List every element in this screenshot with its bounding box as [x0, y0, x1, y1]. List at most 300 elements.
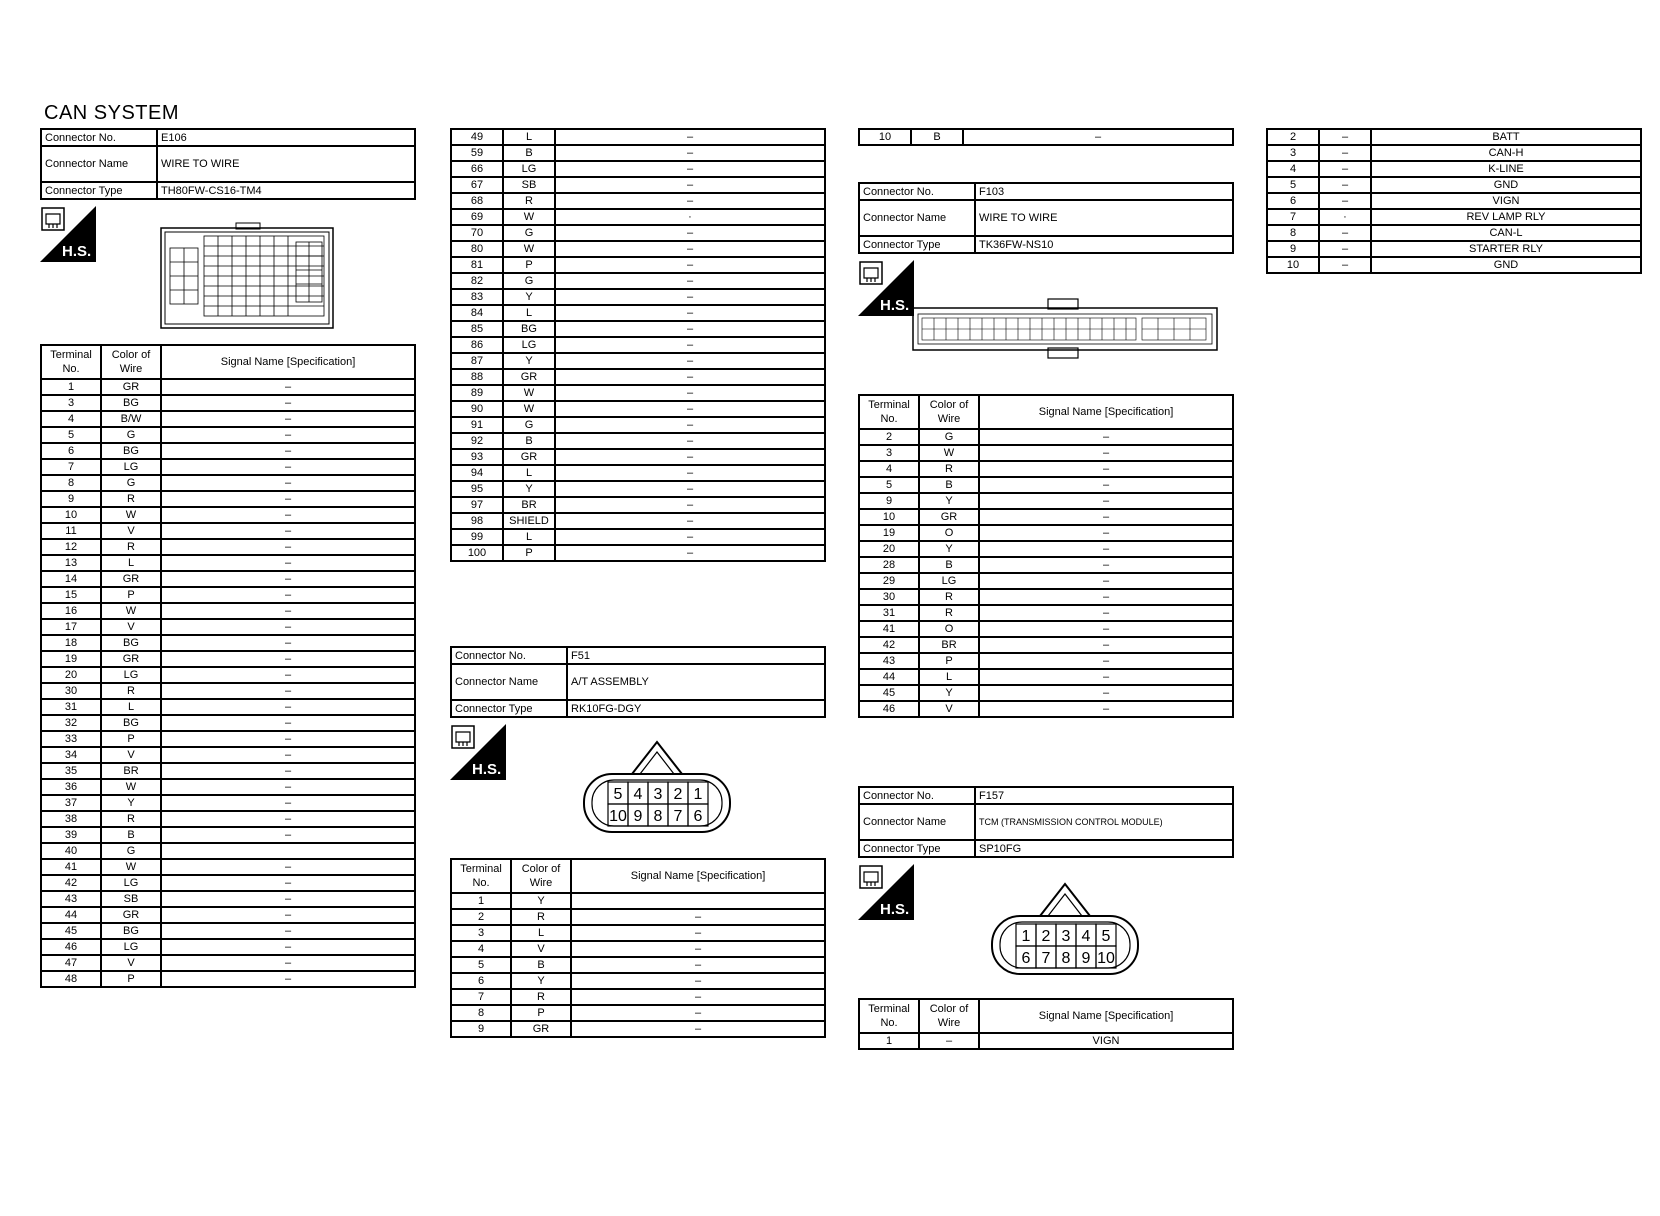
terminal-no-cell: 49 [451, 129, 503, 145]
signal-name-cell: – [161, 507, 415, 523]
pin-number: 5 [613, 786, 623, 803]
signal-name-cell: – [161, 795, 415, 811]
terminal-no-cell: 5 [41, 427, 101, 443]
signal-name-cell: – [161, 731, 415, 747]
table-row [451, 513, 825, 529]
wire-color-cell: P [503, 545, 555, 561]
wire-color-cell: BG [101, 923, 161, 939]
terminal-no-cell: 4 [451, 941, 511, 957]
signal-name-cell: – [555, 545, 825, 561]
wire-color-cell: L [511, 925, 571, 941]
signal-name-cell [161, 843, 415, 859]
terminal-no-cell: 33 [41, 731, 101, 747]
signal-name-cell: – [555, 193, 825, 209]
signal-name-cell: – [555, 449, 825, 465]
signal-name-cell: – [161, 683, 415, 699]
signal-name-cell: – [555, 241, 825, 257]
wire-color-cell: L [503, 529, 555, 545]
terminal-no-cell: 8 [451, 1005, 511, 1021]
table-row [451, 305, 825, 321]
table-row [451, 465, 825, 481]
signal-name-cell: – [979, 445, 1233, 461]
terminal-no-cell: 16 [41, 603, 101, 619]
terminal-no-cell: 45 [859, 685, 919, 701]
table-row [41, 875, 415, 891]
f157-header-block [858, 786, 1234, 858]
pin-number: 10 [1097, 950, 1115, 967]
terminal-no-cell: 41 [41, 859, 101, 875]
signal-name-cell: – [161, 539, 415, 555]
wire-color-cell: V [101, 747, 161, 763]
table-row [859, 557, 1233, 573]
table-row [451, 225, 825, 241]
table-row [41, 955, 415, 971]
color-of-wire-header: Color of Wire [919, 395, 979, 429]
connector-name-value: WIRE TO WIRE [975, 200, 1233, 236]
table-row [41, 523, 415, 539]
wire-color-cell: – [1319, 225, 1371, 241]
terminal-no-cell: 66 [451, 161, 503, 177]
signal-name-cell: – [571, 1005, 825, 1021]
table-row [41, 651, 415, 667]
signal-name-cell: – [555, 145, 825, 161]
signal-name-cell: VIGN [979, 1033, 1233, 1049]
signal-name-cell: – [571, 909, 825, 925]
signal-name-cell [571, 893, 825, 909]
signal-name-cell: – [571, 925, 825, 941]
wire-color-cell: LG [101, 875, 161, 891]
terminal-no-cell: 34 [41, 747, 101, 763]
signal-name-cell: – [979, 701, 1233, 717]
table-row [41, 891, 415, 907]
terminal-no-cell: 10 [1267, 257, 1319, 273]
pin-number: 4 [1081, 928, 1091, 945]
signal-name-header: Signal Name [Specification] [571, 859, 825, 893]
signal-name-cell: – [979, 653, 1233, 669]
signal-name-cell: – [555, 433, 825, 449]
signal-name-cell: – [161, 443, 415, 459]
table-row [41, 379, 415, 395]
signal-name-cell: – [161, 587, 415, 603]
pin-number: 8 [1061, 950, 1071, 967]
wire-color-cell: P [101, 587, 161, 603]
wire-color-cell: Y [503, 353, 555, 369]
signal-name-cell: – [161, 459, 415, 475]
svg-text:H.S.: H.S. [880, 901, 910, 918]
table-row [451, 401, 825, 417]
terminal-no-cell: 10 [859, 129, 911, 145]
connector-name-value: WIRE TO WIRE [157, 146, 415, 182]
terminal-no-cell: 69 [451, 209, 503, 225]
terminal-no-cell: 43 [41, 891, 101, 907]
wire-color-cell: GR [101, 651, 161, 667]
table-row [41, 571, 415, 587]
pin-number: 1 [693, 786, 703, 803]
table-row [451, 545, 825, 561]
wire-color-cell: W [503, 385, 555, 401]
wire-color-cell: Y [919, 493, 979, 509]
signal-name-cell: – [161, 811, 415, 827]
connector-type-value: TH80FW-CS16-TM4 [157, 182, 415, 199]
table-row [41, 603, 415, 619]
f51-header-table [450, 646, 826, 718]
terminal-no-cell: 98 [451, 513, 503, 529]
pin-number: 4 [633, 786, 643, 803]
wire-color-cell: R [101, 683, 161, 699]
table-row [41, 731, 415, 747]
wire-color-cell: – [1319, 193, 1371, 209]
signal-name-cell: – [979, 477, 1233, 493]
signal-name-cell: K-LINE [1371, 161, 1641, 177]
signal-name-cell: – [161, 603, 415, 619]
wire-color-cell: – [1319, 177, 1371, 193]
table-row [451, 369, 825, 385]
wire-color-cell: L [503, 465, 555, 481]
table-row [1267, 129, 1641, 145]
signal-name-cell: · [555, 209, 825, 225]
table-row [451, 289, 825, 305]
color-of-wire-header: Color of Wire [101, 345, 161, 379]
terminal-no-cell: 4 [859, 461, 919, 477]
column-3 [858, 128, 1234, 146]
wire-color-cell: GR [101, 379, 161, 395]
signal-name-cell: – [161, 891, 415, 907]
terminal-no-cell: 20 [859, 541, 919, 557]
table-row [859, 129, 1233, 145]
table-row [451, 161, 825, 177]
table-row [451, 481, 825, 497]
terminal-no-cell: 5 [859, 477, 919, 493]
signal-name-cell: – [161, 475, 415, 491]
table-row [451, 337, 825, 353]
table-row [451, 145, 825, 161]
terminal-no-cell: 28 [859, 557, 919, 573]
terminal-no-cell: 46 [41, 939, 101, 955]
wire-color-cell: L [919, 669, 979, 685]
signal-name-cell: – [979, 525, 1233, 541]
terminal-no-cell: 3 [451, 925, 511, 941]
wire-color-cell: GR [101, 571, 161, 587]
table-row [451, 193, 825, 209]
signal-name-cell: – [555, 177, 825, 193]
pin-number: 6 [693, 808, 703, 825]
wire-color-cell: GR [503, 449, 555, 465]
f51-header-block [450, 646, 826, 718]
signal-name-cell: – [571, 973, 825, 989]
signal-name-cell: – [161, 635, 415, 651]
table-row [41, 795, 415, 811]
wire-color-cell: · [1319, 209, 1371, 225]
signal-name-header: Signal Name [Specification] [979, 999, 1233, 1033]
wire-color-cell: G [101, 427, 161, 443]
table-row [41, 779, 415, 795]
terminal-no-cell: 59 [451, 145, 503, 161]
signal-name-header: Signal Name [Specification] [161, 345, 415, 379]
table-row [41, 923, 415, 939]
wire-color-cell: L [101, 555, 161, 571]
terminal-no-cell: 39 [41, 827, 101, 843]
signal-name-cell: CAN-H [1371, 145, 1641, 161]
wire-color-cell: G [101, 475, 161, 491]
connector-name-value: TCM (TRANSMISSION CONTROL MODULE) [975, 804, 1233, 840]
table-row [859, 477, 1233, 493]
signal-name-cell: – [161, 411, 415, 427]
signal-name-cell: – [161, 955, 415, 971]
table-row [41, 443, 415, 459]
terminal-no-cell: 91 [451, 417, 503, 433]
wire-color-cell: G [503, 225, 555, 241]
color-of-wire-header: Color of Wire [511, 859, 571, 893]
wire-color-cell: R [511, 989, 571, 1005]
f157-connector-face-diagram [990, 880, 1140, 978]
terminal-no-cell: 68 [451, 193, 503, 209]
table-row [451, 129, 825, 145]
pin-number: 7 [1041, 950, 1051, 967]
table-row [451, 957, 825, 973]
column-4 [1266, 128, 1642, 274]
connector-type-label: Connector Type [41, 182, 157, 199]
connector-type-label: Connector Type [451, 700, 567, 717]
wire-color-cell: B [511, 957, 571, 973]
signal-name-cell: GND [1371, 177, 1641, 193]
signal-name-header: Signal Name [Specification] [979, 395, 1233, 429]
signal-name-cell: – [979, 605, 1233, 621]
terminal-no-cell: 31 [41, 699, 101, 715]
signal-name-cell: – [555, 305, 825, 321]
signal-name-cell: – [979, 493, 1233, 509]
table-row [859, 445, 1233, 461]
terminal-no-cell: 87 [451, 353, 503, 369]
wire-color-cell: L [503, 129, 555, 145]
f103-terminal-table [858, 394, 1234, 718]
table-row [41, 491, 415, 507]
table-row [1267, 257, 1641, 273]
connector-name-label: Connector Name [859, 200, 975, 236]
table-row [41, 715, 415, 731]
table-row [451, 209, 825, 225]
table-row [41, 395, 415, 411]
table-row [859, 525, 1233, 541]
table-row [451, 529, 825, 545]
table-row [451, 497, 825, 513]
wire-color-cell: V [919, 701, 979, 717]
signal-name-cell: – [161, 939, 415, 955]
terminal-no-cell: 7 [41, 459, 101, 475]
wire-color-cell: W [101, 859, 161, 875]
wire-color-cell: P [101, 971, 161, 987]
table-row [1267, 209, 1641, 225]
wire-color-cell: – [1319, 241, 1371, 257]
terminal-no-cell: 2 [1267, 129, 1319, 145]
terminal-no-cell: 1 [451, 893, 511, 909]
wire-color-cell: P [511, 1005, 571, 1021]
wire-color-cell: LG [101, 667, 161, 683]
table-row [41, 811, 415, 827]
terminal-no-cell: 9 [859, 493, 919, 509]
signal-name-cell: – [161, 427, 415, 443]
signal-name-cell: – [161, 571, 415, 587]
terminal-no-cell: 97 [451, 497, 503, 513]
table-row [41, 635, 415, 651]
wire-color-cell: L [101, 699, 161, 715]
signal-name-cell: – [161, 923, 415, 939]
connector-name-value: A/T ASSEMBLY [567, 664, 825, 700]
signal-name-cell: – [161, 859, 415, 875]
signal-name-cell: – [555, 513, 825, 529]
table-row [41, 587, 415, 603]
table-row [451, 321, 825, 337]
wire-color-cell: R [919, 605, 979, 621]
terminal-no-cell: 20 [41, 667, 101, 683]
signal-name-cell: – [979, 573, 1233, 589]
wire-color-cell: BG [503, 321, 555, 337]
table-row [41, 619, 415, 635]
wire-color-cell: Y [101, 795, 161, 811]
terminal-no-cell: 46 [859, 701, 919, 717]
wire-color-cell: R [101, 491, 161, 507]
signal-name-cell: – [161, 555, 415, 571]
table-row [859, 653, 1233, 669]
terminal-no-cell: 90 [451, 401, 503, 417]
terminal-no-cell: 35 [41, 763, 101, 779]
wire-color-cell: V [101, 523, 161, 539]
signal-name-cell: – [161, 667, 415, 683]
table-row [859, 701, 1233, 717]
signal-name-cell: – [161, 651, 415, 667]
wire-color-cell: B [101, 827, 161, 843]
terminal-no-cell: 42 [41, 875, 101, 891]
wire-color-cell: BG [101, 635, 161, 651]
table-row [859, 493, 1233, 509]
wire-color-cell: BR [503, 497, 555, 513]
table-row [41, 939, 415, 955]
terminal-no-cell: 82 [451, 273, 503, 289]
table-row [859, 573, 1233, 589]
signal-name-cell: – [161, 523, 415, 539]
terminal-no-cell: 5 [1267, 177, 1319, 193]
terminal-no-cell: 7 [1267, 209, 1319, 225]
table-row [859, 621, 1233, 637]
connector-no-label: Connector No. [859, 787, 975, 804]
column-2 [450, 128, 826, 562]
e106-terminal-table-continued [450, 128, 826, 562]
terminal-no-cell: 13 [41, 555, 101, 571]
signal-name-cell: – [555, 321, 825, 337]
f51-connector-face-diagram [582, 738, 732, 836]
table-row [451, 973, 825, 989]
wire-color-cell: – [1319, 129, 1371, 145]
signal-name-cell: – [555, 337, 825, 353]
wire-color-cell: W [503, 209, 555, 225]
f103-terminal-block [858, 394, 1234, 718]
connector-name-label: Connector Name [859, 804, 975, 840]
color-of-wire-header: Color of Wire [919, 999, 979, 1033]
table-row [41, 459, 415, 475]
pin-number: 10 [609, 808, 627, 825]
signal-name-cell: – [979, 429, 1233, 445]
signal-name-cell: – [571, 957, 825, 973]
table-row [859, 637, 1233, 653]
wire-color-cell: – [919, 1033, 979, 1049]
connector-no-value: F157 [975, 787, 1233, 804]
table-row [451, 417, 825, 433]
table-row [41, 859, 415, 875]
wire-color-cell: P [919, 653, 979, 669]
signal-name-cell: – [979, 685, 1233, 701]
wire-color-cell: W [101, 603, 161, 619]
wire-color-cell: GR [101, 907, 161, 923]
signal-name-cell: – [161, 699, 415, 715]
signal-name-cell: – [963, 129, 1233, 145]
terminal-no-cell: 9 [451, 1021, 511, 1037]
signal-name-cell: – [161, 715, 415, 731]
terminal-no-cell: 12 [41, 539, 101, 555]
column-1-terminal-block [40, 344, 416, 988]
signal-name-cell: – [161, 763, 415, 779]
f103-connector-face-diagram [912, 298, 1218, 360]
wire-color-cell: BG [101, 395, 161, 411]
wire-color-cell: Y [511, 893, 571, 909]
wire-color-cell: R [919, 589, 979, 605]
terminal-no-cell: 1 [41, 379, 101, 395]
wire-color-cell: GR [919, 509, 979, 525]
terminal-no-cell: 92 [451, 433, 503, 449]
hs-icon [858, 260, 914, 316]
connector-no-value: E106 [157, 129, 415, 146]
terminal-no-cell: 30 [41, 683, 101, 699]
signal-name-cell: – [555, 465, 825, 481]
f51-terminal-table-continued [858, 128, 1234, 146]
wire-color-cell: LG [919, 573, 979, 589]
signal-name-cell: – [161, 971, 415, 987]
signal-name-cell: – [979, 669, 1233, 685]
signal-name-cell: – [571, 1021, 825, 1037]
pin-number: 2 [673, 786, 683, 803]
e106-terminal-table [40, 344, 416, 988]
terminal-no-header: Terminal No. [859, 395, 919, 429]
terminal-no-cell: 9 [1267, 241, 1319, 257]
table-row [1267, 193, 1641, 209]
wire-color-cell: O [919, 621, 979, 637]
table-row [451, 385, 825, 401]
wire-color-cell: Y [503, 481, 555, 497]
wire-color-cell: B [911, 129, 963, 145]
wire-color-cell: W [919, 445, 979, 461]
connector-type-label: Connector Type [859, 840, 975, 857]
table-row [859, 1033, 1233, 1049]
table-row [451, 989, 825, 1005]
terminal-no-cell: 4 [1267, 161, 1319, 177]
wire-color-cell: G [101, 843, 161, 859]
table-row [451, 433, 825, 449]
f157-terminal-table [858, 998, 1234, 1050]
wire-color-cell: O [919, 525, 979, 541]
wire-color-cell: BR [919, 637, 979, 653]
terminal-no-cell: 44 [859, 669, 919, 685]
wire-color-cell: W [503, 401, 555, 417]
wire-color-cell: – [1319, 161, 1371, 177]
signal-name-cell: – [555, 385, 825, 401]
table-row [451, 257, 825, 273]
terminal-no-cell: 48 [41, 971, 101, 987]
table-row [859, 669, 1233, 685]
signal-name-cell: – [555, 369, 825, 385]
wire-color-cell: LG [101, 939, 161, 955]
table-row [41, 507, 415, 523]
table-row [451, 1021, 825, 1037]
table-row [451, 1005, 825, 1021]
terminal-no-cell: 5 [451, 957, 511, 973]
